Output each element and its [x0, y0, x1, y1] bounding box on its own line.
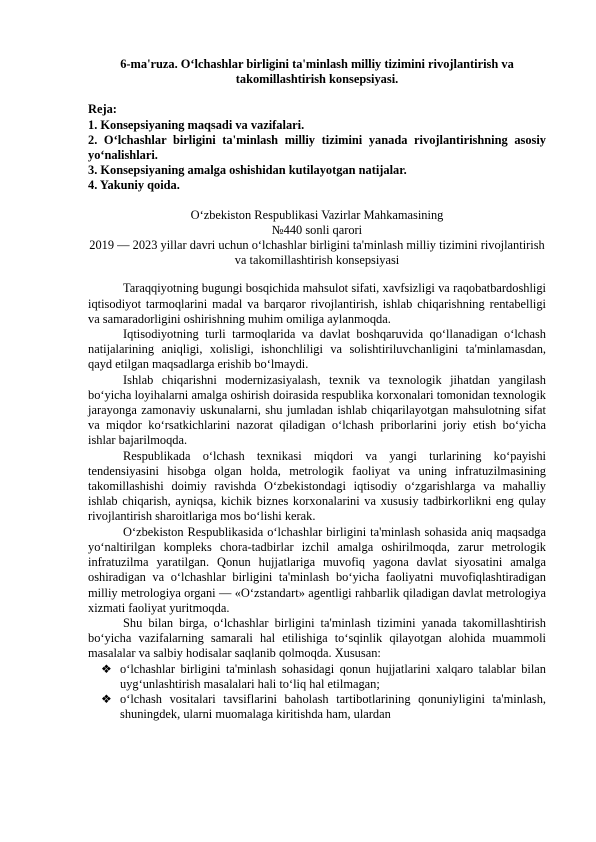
- paragraph: Taraqqiyotning bugungi bosqichida mahsulot sifati, xavfsizligi va raqobatbardoshligi iqtisodiyot tarmoqlarini madal va barqaror rivojlantirish, ishlab chiqarishning rentabelligi va samaradorligini oshirishning muhim omiliga aylanmoqda.: [88, 281, 546, 326]
- paragraph: Iqtisodiyotning turli tarmoqlarida va davlat boshqaruvida qo‘llanadigan o‘lchash natijalarining aniqligi, xolisligi, ishonchliligi va solishtiriluvchanligini ta'minlamasdan, qayd etilgan maqsadlarga erishib bo‘lmaydi.: [88, 327, 546, 372]
- paragraph: Respublikada o‘lchash texnikasi miqdori va yangi turlarining ko‘payishi tendensiyasini hisobga olgan holda, metrologik faoliyat va uning infratuzilmasining takomillashishi doimiy ravishda O‘zbekistondagi iqtisodiy o‘zgarishlarga va mahalliy ishlab chiqarish, ayniqsa, kichik biznes korxonalarini va xususiy tadbirkorlikni eng qulay rivojlantirish sharoitlariga mos bo‘lishi kerak.: [88, 448, 546, 524]
- bullet-item: [88, 662, 546, 692]
- plan-item: 3. Konsepsiyaning amalga oshishidan kutilayotgan natijalar.: [88, 163, 407, 178]
- diamond-bullet-icon: ❖: [101, 661, 112, 676]
- official-line-3: 2019 ― 2023 yillar davri uchun o‘lchashlar birligini ta'minlash milliy tizimini rivojlantirish va takomillashtirish konsepsiyasi: [89, 238, 545, 268]
- bullet-text: o‘lchash vositalari tavsiflarini baholash tartibotlarining qonuniyligini ta'minlash, shuningdek, ularni muomalaga kiritishda ham, ulardan: [120, 691, 546, 722]
- bullet-item: [88, 692, 546, 722]
- lecture-title: 6-ma'ruza. O‘lchashlar birligini ta'minlash milliy tizimini rivojlantirish va takomillashtirish konsepsiyasi.: [120, 57, 514, 87]
- body-text: [88, 281, 546, 722]
- official-line-2: №440 sonli qarori: [271, 222, 363, 237]
- paragraph: Ishlab chiqarishni modernizasiyalash, texnik va texnologik jihatdan yangilash bo‘yicha loyihalarni amalga oshirish doirasida respublika korxonalari tomonidan texnologik jarayonga zamonaviy uskunalarni, shu jumladan ishlab chiqarilayotgan mahsulotning sifat va miqdor ko‘rsatkichlarini nazorat qiladigan o‘lchash priborlarini joriy etish bo‘yicha ishlar bajarilmoqda.: [88, 372, 546, 448]
- document-page: [88, 57, 546, 722]
- plan-heading: Reja:: [88, 102, 117, 117]
- paragraph: O‘zbekiston Respublikasida o‘lchashlar birligini ta'minlash sohasida aniq maqsadga yo‘naltirilgan kompleks chora-tadbirlar izchil amalga oshirilmoqda, zarur metrologik infratuzilma yaratilgan. Qonun hujjatlariga muvofiq yagona davlat siyosatini amalga oshiradigan va o‘lchashlar birligini ta'minlash bo‘yicha faoliyatni muvofiqlashtiradigan milliy metrologiya organi — «O‘zstandart» agentligi rahbarlik qiladigan davlat metrologiya xizmati faoliyat yuritmoqda.: [88, 524, 546, 615]
- diamond-bullet-icon: ❖: [101, 691, 112, 706]
- official-header: [88, 208, 546, 269]
- bullet-text: o‘lchashlar birligini ta'minlash sohasidagi qonun hujjatlarini xalqaro talablar bilan uyg‘unlashtirish masalalari hali to‘liq hal etilmagan;: [120, 661, 546, 691]
- official-line-1: O‘zbekiston Respublikasi Vazirlar Mahkamasining: [190, 207, 444, 222]
- plan-section: [88, 102, 546, 193]
- plan-item: 4. Yakuniy qoida.: [88, 178, 180, 193]
- plan-item: 2. O‘lchashlar birligini ta'minlash milliy tizimini yanada rivojlantirishning asosiy yo‘nalishlari.: [88, 132, 546, 163]
- bullet-list: [88, 662, 546, 723]
- paragraph: Shu bilan birga, o‘lchashlar birligini ta'minlash tizimini yanada takomillashtirish bo‘yicha vazifalarning samarali hal etilishiga to‘sqinlik qilayotgan alohida muammoli masalalar va salbiy hodisalar saqlanib qolmoqda. Xususan:: [88, 615, 546, 661]
- plan-item: 1. Konsepsiyaning maqsadi va vazifalari.: [88, 117, 305, 132]
